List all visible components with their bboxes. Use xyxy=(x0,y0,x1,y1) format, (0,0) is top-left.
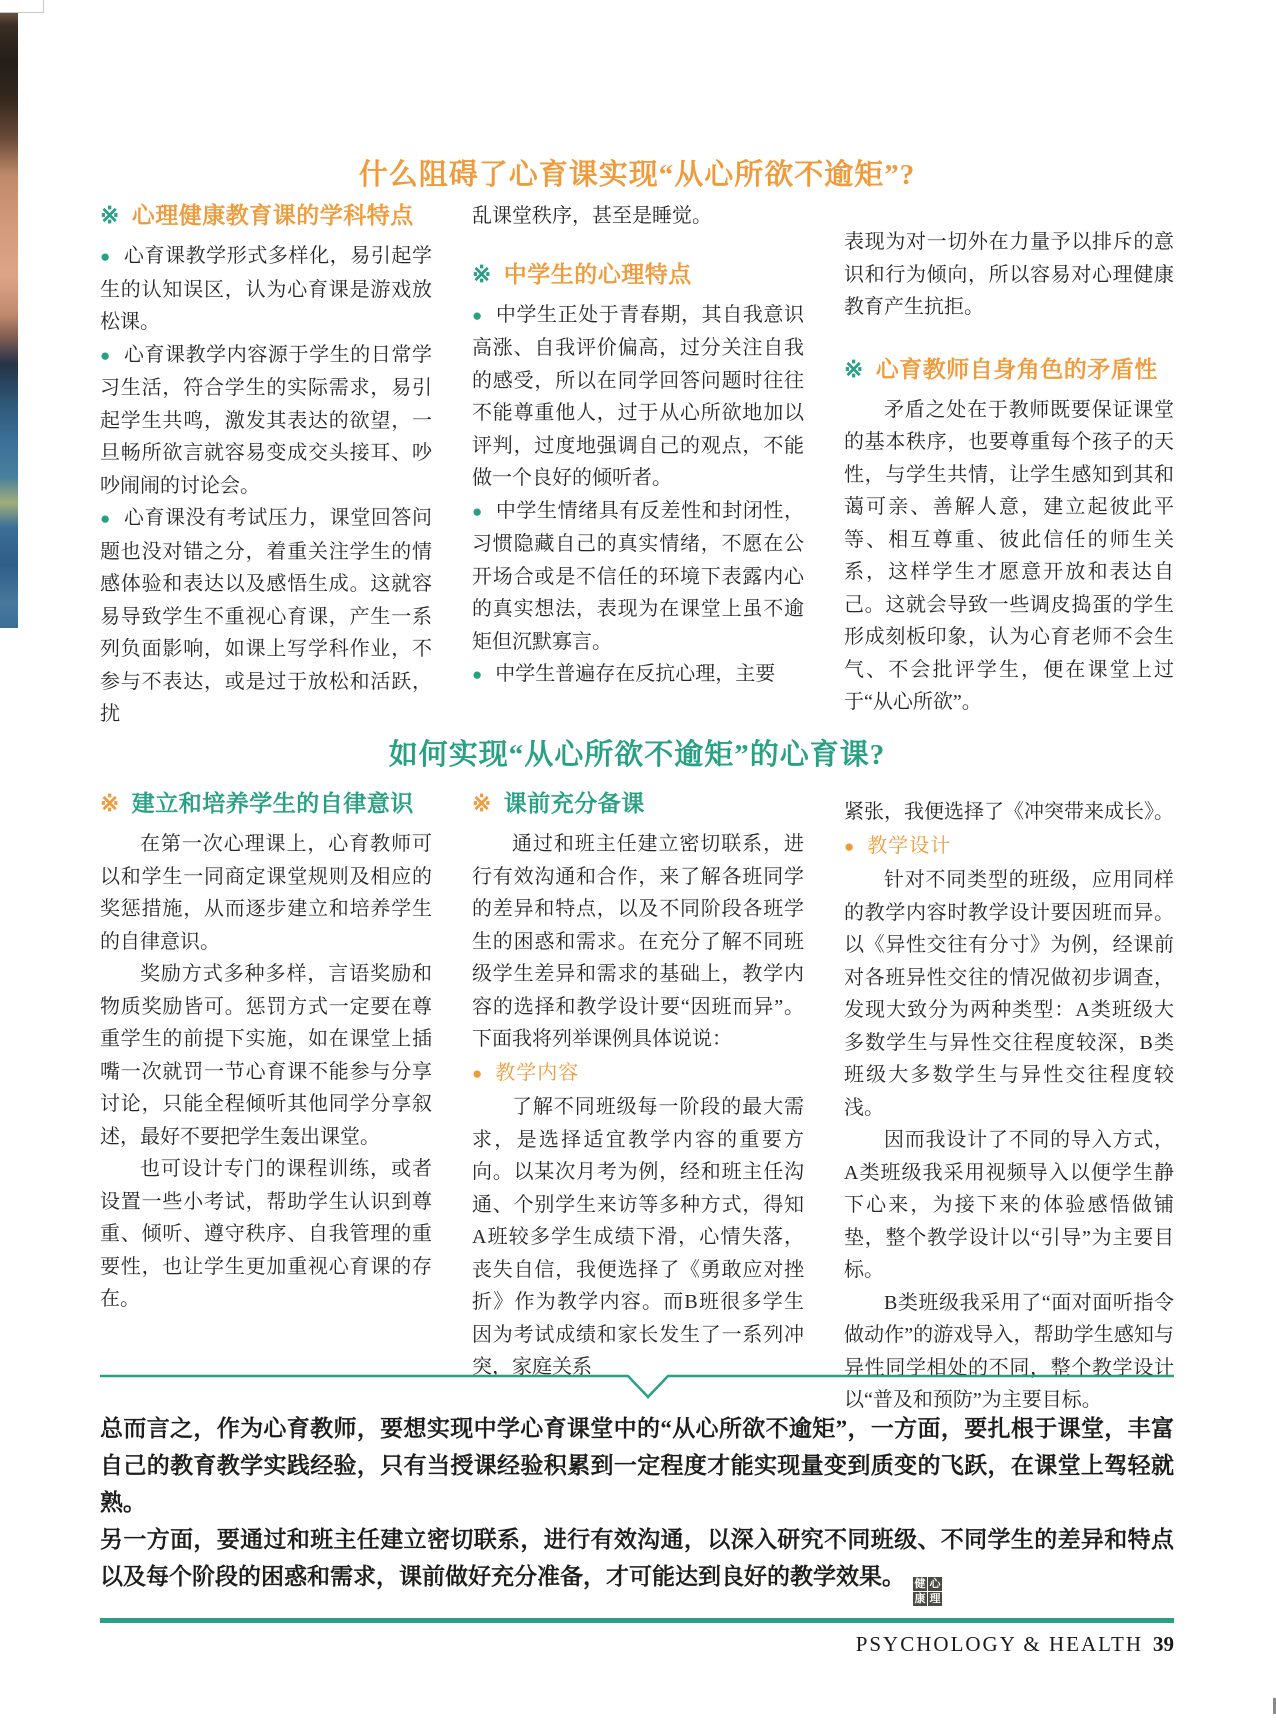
page-number: 39 xyxy=(1153,1632,1174,1656)
section-mark-icon: ※ xyxy=(472,790,492,816)
summary-block xyxy=(100,1374,1174,1623)
bullet-icon: ● xyxy=(100,509,111,528)
paragraph-continuation: 表现为对一切外在力量予以排斥的意识和行为倾向，所以容易对心理健康教育产生抗拒。 xyxy=(844,231,1174,318)
paragraph: 在第一次心理课上，心育教师可以和学生一同商定课堂规则及相应的奖惩措施，从而逐步建立和培养学生的自律意识。 xyxy=(100,833,432,953)
paragraph: ● 中学生普遍存在反抗心理，主要 xyxy=(472,663,776,685)
paragraph: 矛盾之处在于教师既要保证课堂的基本秩序，也要尊重每个孩子的天性，与学生共情，让学生感知到其和蔼可亲、善解人意，建立起彼此平等、相互尊重、彼此信任的师生关系，这样学生才愿意开放和表达自己。这就会导致一些调皮捣蛋的学生形成刻板印象，认为心育老师不会生气、不会批评学生，便在课堂上过于“从心所欲”。 xyxy=(844,398,1174,713)
section1-column-3 xyxy=(844,226,1174,719)
section-mark-icon: ※ xyxy=(844,355,864,382)
section-header-label: 中学生的心理特点 xyxy=(503,260,692,287)
paragraph: 也可设计专门的课程训练，或者设置一些小考试，帮助学生认识到尊重、倾听、遵守秩序、自我管理的重要性，也让学生更加重视心育课的存在。 xyxy=(100,1158,432,1310)
paragraph-continuation: 乱课堂秩序，甚至是睡觉。 xyxy=(472,205,712,227)
summary-paragraph: 总而言之，作为心育教师，要想实现中学心育课堂中的“从心所欲不逾矩”，一方面，要扎根于课堂，丰富自己的教育教学实践经验，只有当授课经验积累到一定程度才能实现量变到质变的飞跃，在课堂上驾轻就熟。 xyxy=(100,1416,1174,1515)
sub-header xyxy=(472,1057,804,1091)
paragraph: 因而我设计了不同的导入方式，A类班级我采用视频导入以便学生静下心来，为接下来的体验感悟做铺垫，整个教学设计以“引导”为主要目标。 xyxy=(844,1129,1174,1281)
bullet-icon: ● xyxy=(472,1063,483,1083)
paragraph: 通过和班主任建立密切联系，进行有效沟通和合作，来了解各班同学的差异和特点，以及不同阶段各班学生的困惑和需求。在充分了解不同班级学生差异和需求的基础上，教学内容的选择和教学设计要“因班而异”。下面我将列举课例具体说说： xyxy=(472,833,804,1050)
paragraph: ● 心育课教学内容源于学生的日常学习生活，符合学生的实际需求，易引起学生共鸣，激发其表达的欲望，一旦畅所欲言就容易变成交头接耳、吵吵闹闹的讨论会。 xyxy=(100,343,432,497)
section-mark-icon: ※ xyxy=(100,790,120,816)
section1-column-1 xyxy=(100,200,432,731)
bullet-icon: ● xyxy=(472,305,483,325)
page-corner-artifact xyxy=(0,0,44,13)
paragraph: 奖励方式多种多样，言语奖励和物质奖励皆可。惩罚方式一定要在尊重学生的前提下实施，如在课堂上插嘴一次就罚一节心育课不能参与分享讨论，只能全程倾听其他同学分享叙述，最好不要把学生轰出课堂。 xyxy=(100,963,432,1148)
paragraph-continuation: 紧张，我便选择了《冲突带来成长》。 xyxy=(844,801,1174,823)
bottom-divider-line xyxy=(100,1618,1174,1623)
page-edge-photo xyxy=(0,0,18,628)
page-footer xyxy=(100,1632,1174,1657)
section2-title: 如何实现“从心所欲不逾矩”的心育课? xyxy=(388,739,886,771)
section-header xyxy=(100,200,432,230)
section-header xyxy=(844,354,1174,384)
section-header-label: 心育教师自身角色的矛盾性 xyxy=(875,355,1158,382)
magazine-seal-icon: 健 心 康 理 xyxy=(914,1578,941,1605)
bullet-icon: ● xyxy=(844,836,855,856)
section-header xyxy=(472,259,804,289)
section2-column-3 xyxy=(844,796,1174,1417)
summary-paragraph: 另一方面，要通过和班主任建立密切联系，进行有效沟通，以深入研究不同班级、不同学生的差异和特点以及每个阶段的困惑和需求，课前做好充分准备，才可能达到良好的教学效果。 健 心 康 理 xyxy=(100,1527,1174,1605)
sub-header-label: 教学设计 xyxy=(867,834,952,857)
sub-header xyxy=(844,830,1174,864)
bullet-icon: ● xyxy=(472,501,483,521)
notched-divider-line xyxy=(100,1374,1174,1400)
paragraph: ● 心育课没有考试压力，课堂回答问题也没对错之分，着重关注学生的情感体验和表达以及感悟生成。这就容易导致学生不重视心育课，产生一系列负面影响，如课上写学科作业，不参与不表达，或是过于放松和活跃，扰 xyxy=(100,507,432,725)
sub-header-label: 教学内容 xyxy=(495,1061,580,1084)
bullet-icon: ● xyxy=(100,345,111,365)
paragraph: ● 中学生正处于青春期，其自我意识高涨、自我评价偏高，过分关注自我的感受，所以在同学回答问题时往往不能尊重他人，过于从心所欲地加以评判，过度地强调自己的观点，不能做一个良好的倾听者。 xyxy=(472,303,804,489)
paragraph: 了解不同班级每一阶段的最大需求，是选择适宜教学内容的重要方向。以某次月考为例，经和班主任沟通、个别学生来访等多种方式，得知A班较多学生成绩下滑，心情失落，丧失自信，我便选择了《勇敢应对挫折》作为教学内容。而B班很多学生因为考试成绩和家长发生了一系列冲突，家庭关系 xyxy=(472,1096,804,1378)
section-mark-icon: ※ xyxy=(100,202,120,228)
journal-name: PSYCHOLOGY & HEALTH xyxy=(855,1632,1143,1656)
paragraph: ● 心育课教学形式多样化，易引起学生的认知误区，认为心育课是游戏放松课。 xyxy=(100,245,432,333)
paragraph: ● 中学生情绪具有反差性和封闭性，习惯隐藏自己的真实情绪，不愿在公开场合或是不信任的环境下表露内心的真实想法，表现为在课堂上虽不逾矩但沉默寡言。 xyxy=(472,499,804,653)
bullet-icon: ● xyxy=(472,665,483,684)
section-header xyxy=(100,788,432,818)
section-header-label: 心理健康教育课的学科特点 xyxy=(131,202,414,228)
section1-column-2 xyxy=(472,200,804,692)
section-header xyxy=(472,788,804,818)
bullet-icon: ● xyxy=(100,247,111,266)
section-header-label: 课前充分备课 xyxy=(503,790,645,816)
section-header-label: 建立和培养学生的自律意识 xyxy=(131,790,414,816)
section2-column-1 xyxy=(100,788,432,1316)
section-mark-icon: ※ xyxy=(472,260,492,287)
paragraph: B类班级我采用了“面对面听指令做动作”的游戏导入，帮助学生感知与异性同学相处的不同，整个教学设计以“普及和预防”为主要目标。 xyxy=(844,1291,1174,1411)
paragraph: 针对不同类型的班级，应用同样的教学内容时教学设计要因班而异。以《异性交往有分寸》为例，经课前对各班异性交往的情况做初步调查，发现大致分为两种类型：A类班级大多数学生与异性交往程度较深，B类班级大多数学生与异性交往程度较浅。 xyxy=(844,869,1174,1119)
section2-column-2 xyxy=(472,788,804,1384)
section1-title: 什么阻碍了心育课实现“从心所欲不逾矩”? xyxy=(358,159,916,191)
